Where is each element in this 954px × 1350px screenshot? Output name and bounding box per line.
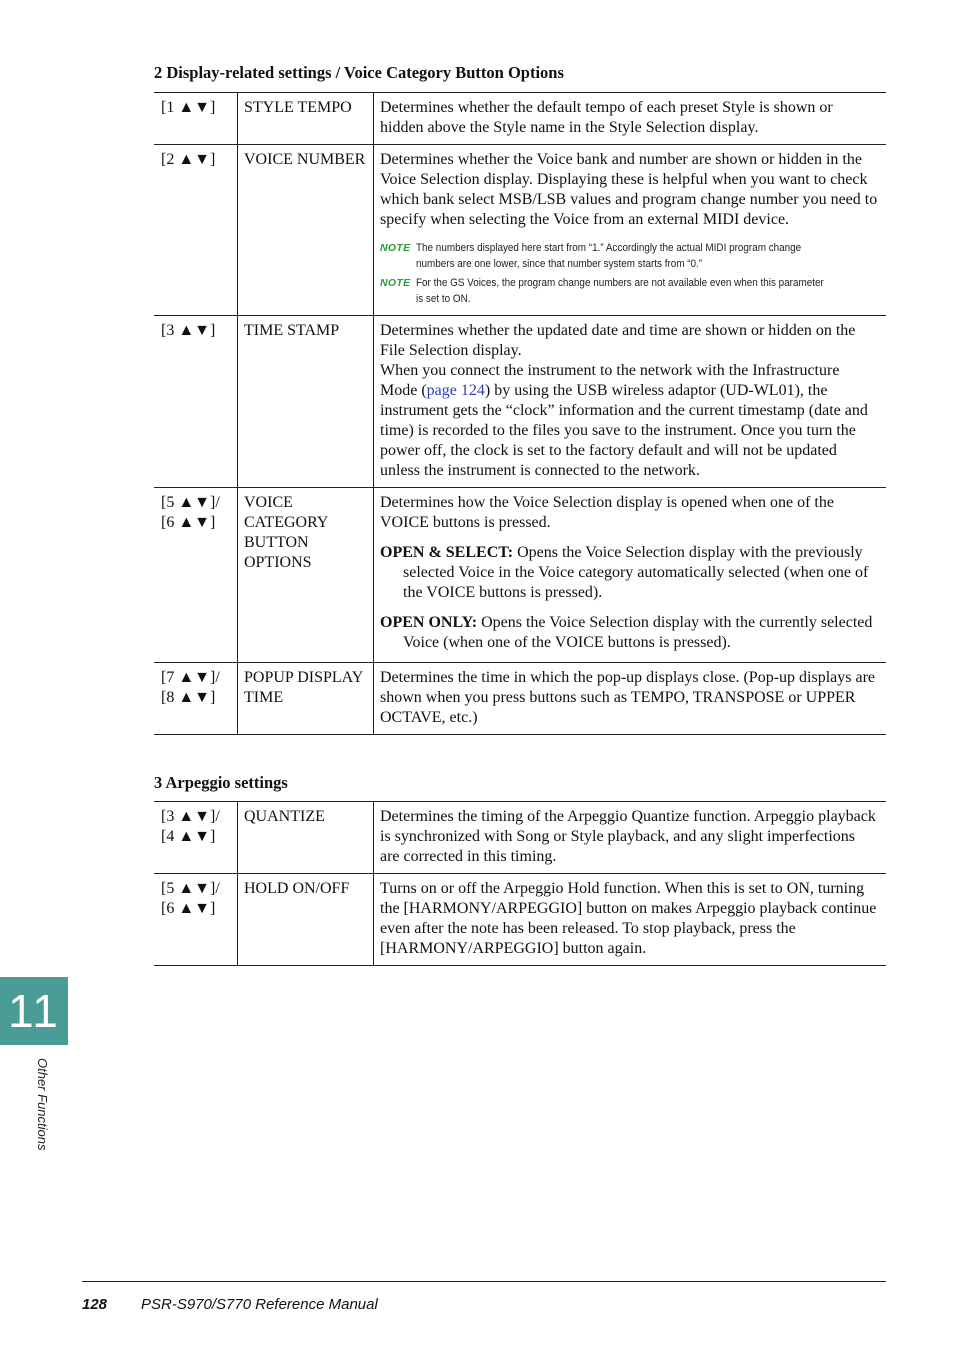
- section-title-arpeggio: 3 Arpeggio settings: [154, 773, 288, 792]
- note-text: The numbers displayed here start from “1.” Accordingly the actual MIDI program change numbers are one lower, since that number system starts from “0.”: [416, 242, 802, 270]
- button-cell: [5 ▲▼]/ [6 ▲▼]: [154, 488, 238, 663]
- table-row: [154, 145, 886, 316]
- parameter-description: Determines the time in which the pop-up displays close. (Pop-up displays are shown when you press buttons such as TEMPO, TRANSPOSE or UPPER OCTAVE, etc.): [374, 663, 887, 735]
- parameter-name: TIME STAMP: [238, 316, 374, 488]
- button-cell: [3 ▲▼]: [154, 316, 238, 488]
- option-item: OPEN ONLY: Opens the Voice Selection display with the currently selected Voice (when one of the VOICE buttons is pressed).: [380, 614, 873, 651]
- note-label: NOTE: [380, 242, 411, 254]
- option-item: OPEN & SELECT: Opens the Voice Selection display with the previously selected Voice in the Voice category automatically selected (when one of the VOICE buttons is pressed).: [380, 544, 869, 601]
- manual-title: PSR-S970/S770 Reference Manual: [141, 1296, 378, 1313]
- chapter-tab: 11: [0, 977, 68, 1045]
- description-text: Determines how the Voice Selection display is opened when one of the VOICE buttons is pressed.: [380, 494, 834, 531]
- parameter-name: HOLD ON/OFF: [238, 874, 374, 966]
- button-cell: [7 ▲▼]/ [8 ▲▼]: [154, 663, 238, 735]
- parameter-description: [374, 316, 887, 488]
- parameter-name: QUANTIZE: [238, 802, 374, 874]
- section-title-display: 2 Display-related settings / Voice Category Button Options: [154, 63, 564, 82]
- table-row: [154, 93, 886, 145]
- table-row: [154, 663, 886, 735]
- button-cell: [1 ▲▼]: [154, 93, 238, 145]
- parameter-name: VOICE NUMBER: [238, 145, 374, 316]
- parameter-name: POPUP DISPLAY TIME: [238, 663, 374, 735]
- note-item: [380, 240, 878, 272]
- parameter-description: Determines the timing of the Arpeggio Quantize function. Arpeggio playback is synchronized with Song or Style playback, and any slight imperfections are corrected in this timing.: [374, 802, 887, 874]
- button-cell: [3 ▲▼]/ [4 ▲▼]: [154, 802, 238, 874]
- table-row: [154, 488, 886, 663]
- button-cell: [2 ▲▼]: [154, 145, 238, 316]
- parameter-name: STYLE TEMPO: [238, 93, 374, 145]
- parameter-description: [374, 145, 887, 316]
- table-row: [154, 802, 886, 874]
- page-link[interactable]: page 124: [426, 382, 485, 399]
- footer-divider: [82, 1281, 886, 1282]
- chapter-label: Other Functions: [35, 1058, 50, 1151]
- display-settings-table: [154, 92, 886, 735]
- parameter-description: Determines whether the default tempo of each preset Style is shown or hidden above the Style name in the Style Selection display.: [374, 93, 887, 145]
- note-text: For the GS Voices, the program change numbers are not available even when this parameter is set to ON.: [416, 277, 824, 305]
- button-cell: [5 ▲▼]/ [6 ▲▼]: [154, 874, 238, 966]
- description-text: When you connect the instrument to the network with the Infrastructure Mode (page 124) by using the USB wireless adaptor (UD-WL01), the instrument gets the “clock” information and the current timestamp (date and time) is recorded to the files you save to the instrument. Once you turn the power off, the clock is set to the factory default and will not be updated unless the instrument is connected to the network.: [380, 362, 868, 479]
- arpeggio-settings-table: [154, 801, 886, 966]
- note-label: NOTE: [380, 277, 411, 289]
- page-number: 128: [82, 1296, 108, 1313]
- parameter-name: VOICE CATEGORY BUTTON OPTIONS: [238, 488, 374, 663]
- note-item: [380, 275, 878, 307]
- description-text: Determines whether the updated date and time are shown or hidden on the File Selection display.: [380, 322, 856, 359]
- table-row: [154, 316, 886, 488]
- description-text: Determines whether the Voice bank and number are shown or hidden in the Voice Selection display. Displaying these is helpful when you want to check which bank select MSB/LSB values and program change number you need to specify when selecting the Voice from an external MIDI device.: [380, 151, 878, 228]
- parameter-description: Turns on or off the Arpeggio Hold function. When this is set to ON, turning the [HARMONY/ARPEGGIO] button on makes Arpeggio playback continue even after the note has been released. To stop playback, press the [HARMONY/ARPEGGIO] button again.: [374, 874, 887, 966]
- notes-block: [380, 240, 878, 307]
- table-row: [154, 874, 886, 966]
- parameter-description: [374, 488, 887, 663]
